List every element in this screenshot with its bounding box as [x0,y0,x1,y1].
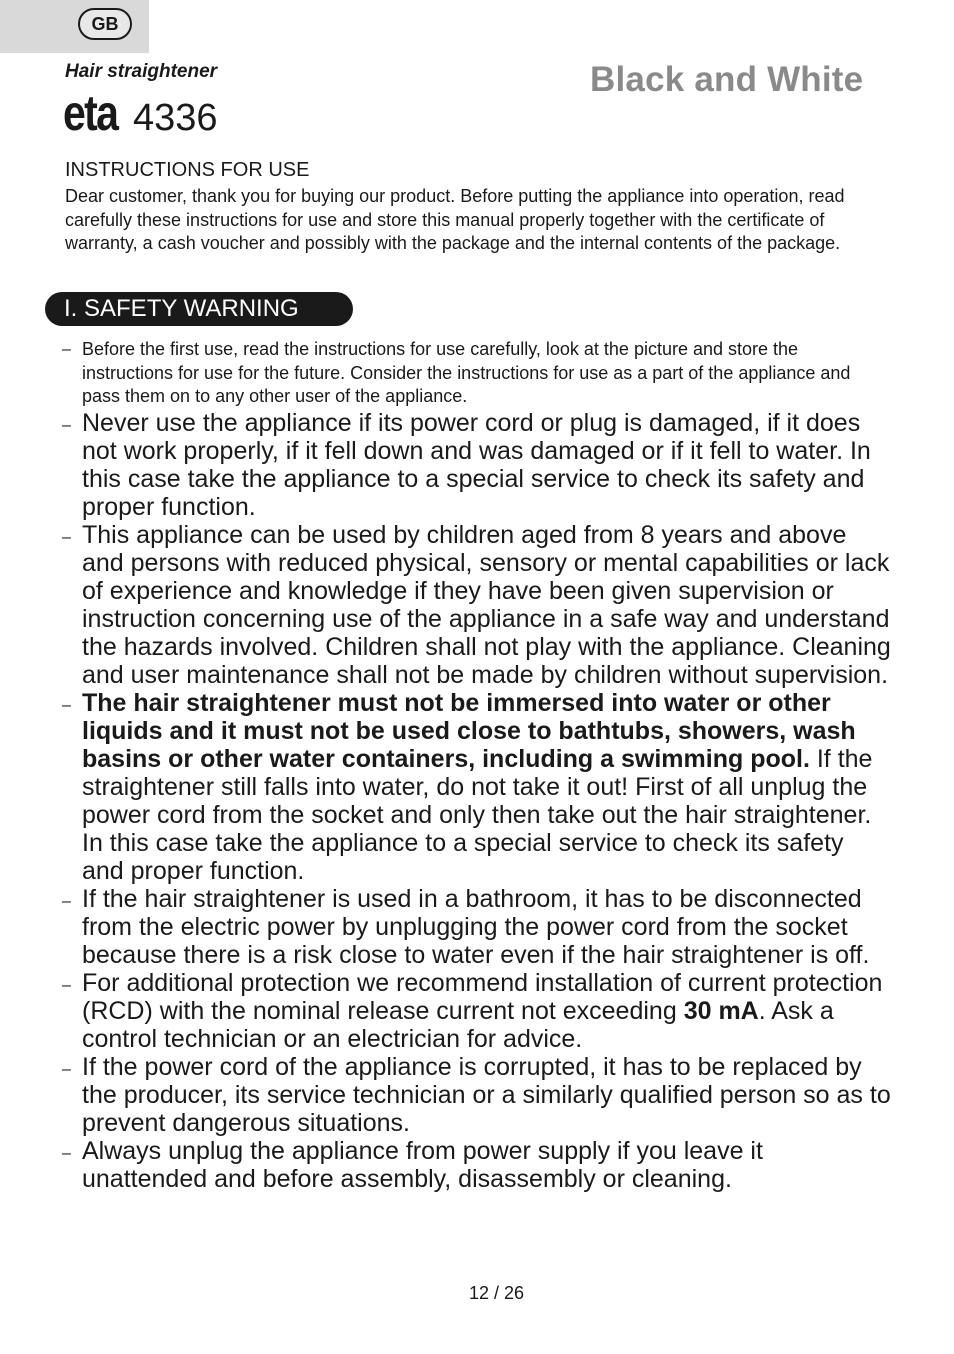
warning-text-after: . Ask a control technician or an electrician for advice. [82,996,834,1053]
warning-text: For additional protection we recommend installation of current protection (RCD) with the nominal release current not exceeding [82,968,883,1025]
list-dash: – [62,892,71,910]
warning-item [62,521,892,689]
language-badge: GB [78,8,132,40]
product-type: Hair straightener [65,61,218,82]
instructions-title: INSTRUCTIONS FOR USE [65,159,310,181]
warning-text: Always unplug the appliance from power supply if you leave it unattended and before assembly, disassembly or cleaning. [82,1136,763,1193]
safety-warning-list [62,338,892,1193]
list-dash: – [62,696,71,714]
warning-item [62,969,892,1053]
warning-item [62,338,892,409]
warning-bold-value: 30 mA [683,996,759,1025]
warning-bold-text: The hair straightener must not be immersed into water or other liquids and it must not be used close to bathtubs, showers, wash basins or other water containers, including a swimming pool. [82,688,856,773]
product-variant: Black and White [590,60,864,99]
brand-logo: eta [63,85,118,141]
list-dash: – [62,976,71,994]
language-tab [0,0,149,53]
warning-item [62,689,892,885]
warning-item [62,1137,892,1193]
warning-text: If the straightener still falls into water, do not take it out! First of all unplug the power cord from the socket and only then take out the hair straightener. In this case take the appliance to a special service to check its safety and proper function. [82,744,873,885]
list-dash: – [62,1144,71,1162]
warning-text: Never use the appliance if its power cord or plug is damaged, if it does not work properly, if it fell down and was damaged or if it fell to water. In this case take the appliance to a special service to check its safety and proper function. [82,408,871,521]
list-dash: – [62,528,71,546]
warning-text: If the power cord of the appliance is corrupted, it has to be replaced by the producer, its service technician or a similarly qualified person so as to prevent dangerous situations. [82,1052,891,1137]
section-heading-safety: I. SAFETY WARNING [45,292,353,326]
warning-item [62,885,892,969]
list-dash: – [62,341,71,358]
list-dash: – [62,1060,71,1078]
intro-paragraph: Dear customer, thank you for buying our product. Before putting the appliance into operation, read carefully these instructions for use and store this manual properly together with the certificate of warranty, a cash voucher and possibly with the package and the internal contents of the package. [65,186,845,253]
warning-text: If the hair straightener is used in a bathroom, it has to be disconnected from the electric power by unplugging the power cord from the socket because there is a risk close to water even if the hair straightener is off. [82,884,870,969]
page-number: 12 / 26 [468,1283,525,1303]
warning-text: Before the first use, read the instructions for use carefully, look at the picture and store the instructions for use for the future. Consider the instructions for use as a part of the appliance and pass them on to any other user of the appliance. [82,339,851,406]
warning-item [62,409,892,521]
list-dash: – [62,416,71,434]
warning-text: This appliance can be used by children aged from 8 years and above and persons with reduced physical, sensory or mental capabilities or lack of experience and knowledge if they have been given supervision or instruction concerning use of the appliance in a safe way and understand the hazards involved. Children shall not play with the appliance. Cleaning and user maintenance shall not be made by children without supervision. [82,520,891,689]
warning-item [62,1053,892,1137]
brand-heading [63,85,218,141]
model-number: 4336 [133,97,218,139]
